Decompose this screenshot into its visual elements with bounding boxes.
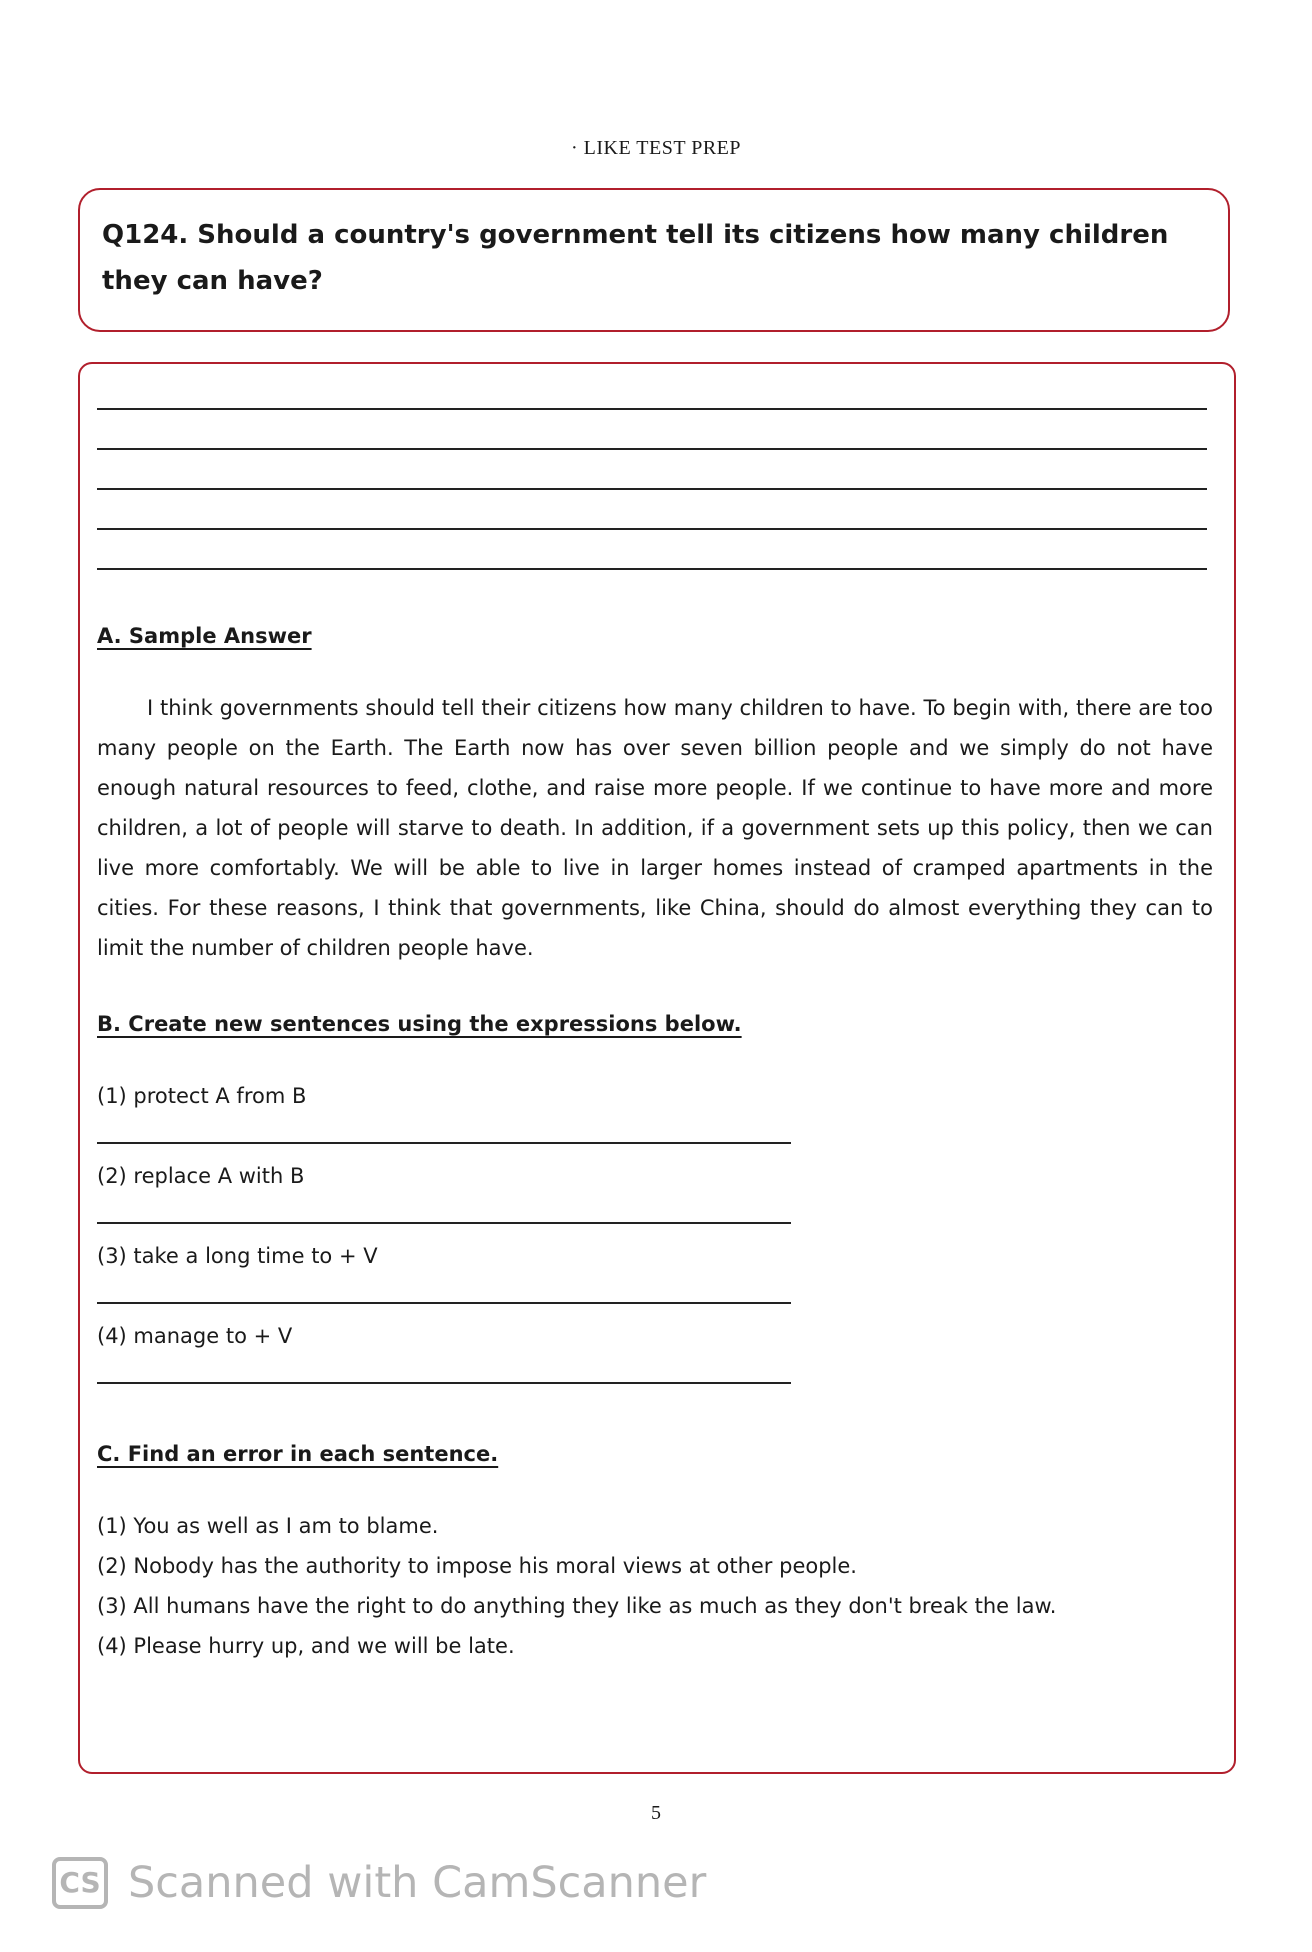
expression-item: (4) manage to + V bbox=[97, 1324, 293, 1348]
page-number: 5 bbox=[651, 1802, 661, 1824]
camscanner-logo: CS bbox=[52, 1857, 108, 1909]
answer-line[interactable] bbox=[97, 1382, 791, 1384]
writing-line[interactable] bbox=[97, 528, 1207, 530]
section-c-heading: C. Find an error in each sentence. bbox=[97, 1442, 499, 1466]
expression-item: (2) replace A with B bbox=[97, 1164, 305, 1188]
page-header: · LIKE TEST PREP bbox=[570, 137, 742, 159]
expression-item: (1) protect A from B bbox=[97, 1084, 307, 1108]
expression-item: (3) take a long time to + V bbox=[97, 1244, 378, 1268]
question-text: Q124. Should a country's government tell its citizens how many children they can have? bbox=[102, 220, 1169, 296]
answer-line[interactable] bbox=[97, 1222, 791, 1224]
writing-line[interactable] bbox=[97, 568, 1207, 570]
writing-line[interactable] bbox=[97, 408, 1207, 410]
section-b-heading: B. Create new sentences using the expressions below. bbox=[97, 1012, 742, 1036]
error-sentence: (3) All humans have the right to do anything they like as much as they don't break the law. bbox=[97, 1594, 1057, 1618]
question-box bbox=[78, 188, 1230, 332]
sample-answer-paragraph: I think governments should tell their citizens how many children to have. To begin with, there are too many people on the Earth. The Earth now has over seven billion people and we simply do not have enough natural resources to feed, clothe, and raise more people. If we continue to have more and more children, a lot of people will starve to death. In addition, if a government sets up this policy, then we can live more comfortably. We will be able to live in larger homes instead of cramped apartments in the cities. For these reasons, I think that governments, like China, should do almost everything they can to limit the number of children people have. bbox=[97, 696, 1213, 960]
answer-line[interactable] bbox=[97, 1142, 791, 1144]
section-a-heading: A. Sample Answer bbox=[97, 624, 312, 648]
error-sentence: (2) Nobody has the authority to impose his moral views at other people. bbox=[97, 1554, 857, 1578]
scanner-watermark: Scanned with CamScanner bbox=[128, 1858, 707, 1908]
answer-line[interactable] bbox=[97, 1302, 791, 1304]
error-sentence: (1) You as well as I am to blame. bbox=[97, 1514, 439, 1538]
writing-line[interactable] bbox=[97, 448, 1207, 450]
error-sentence: (4) Please hurry up, and we will be late. bbox=[97, 1634, 515, 1658]
writing-line[interactable] bbox=[97, 488, 1207, 490]
